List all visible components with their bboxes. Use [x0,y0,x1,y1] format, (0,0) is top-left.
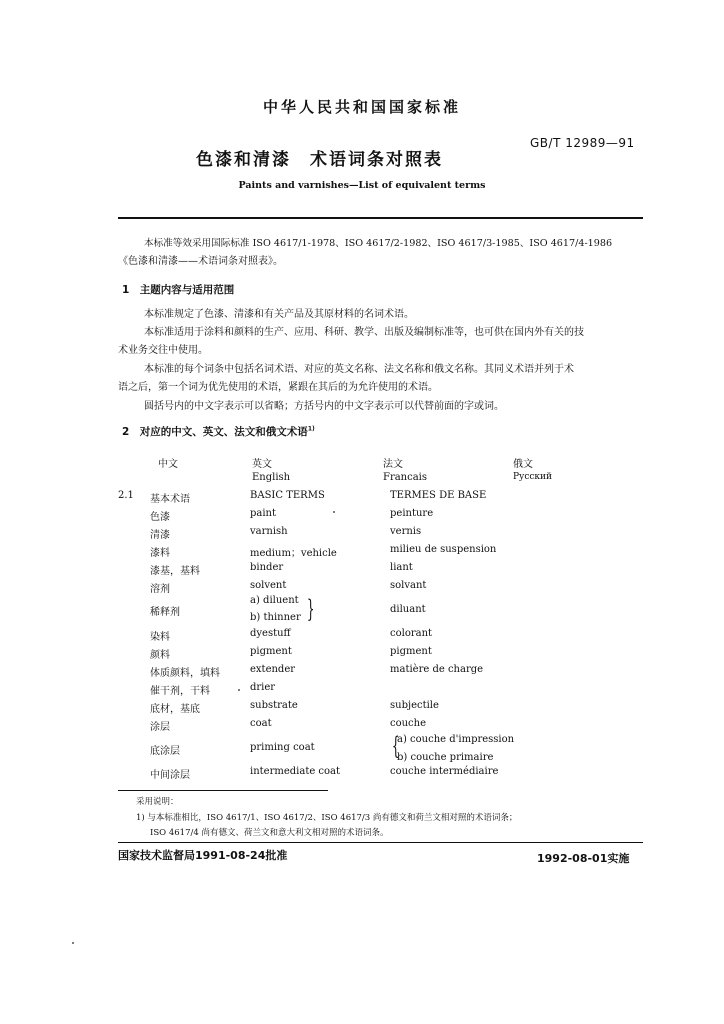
intro-line-1: 本标准等效采用国际标准 ISO 4617/1-1978、ISO 4617/2-1982、ISO 4617/3-1985、ISO 4617/4-1986 [144,238,613,249]
column-header-russian: Русский [513,472,553,482]
column-header-french: Francais [383,472,428,483]
scan-speck [333,511,335,513]
term-fr: subjectile [390,700,439,711]
document-title-zh: 色漆和清漆 术语词条对照表 [196,150,443,170]
term-zh: 底材，基底 [150,704,200,715]
term-zh: 色漆 [150,512,170,523]
term-zh: 涂层 [150,722,170,733]
footnote-marker: 1) [307,425,315,433]
term-fr: colorant [390,628,433,639]
intro-line-2: 《色漆和清漆——术语词条对照表》。 [118,256,283,267]
document-title-en: Paints and varnishes—List of equivalent terms [238,180,486,191]
section-1-heading: 1 主题内容与适用范围 [122,284,235,296]
term-en: extender [250,664,296,675]
term-fr: couche [390,718,427,729]
term-zh: 催干剂，干料 [150,686,210,697]
term-fr: vernis [390,526,422,537]
term-zh: 漆料 [150,548,170,559]
term-fr: diluant [390,604,426,615]
term-en-option-b: b) thinner [250,612,301,623]
term-en: dyestuff [250,628,291,639]
grouping-brace: { [391,732,400,760]
column-header-english: English [252,472,291,483]
term-en: pigment [250,646,292,657]
section-1-paragraph-3a: 本标准的每个词条中包括名词术语、对应的英文名称、法文名称和俄文名称。其同义术语并列于术 [144,364,574,375]
subsection-title-fr: TERMES DE BASE [390,490,487,501]
term-en: solvent [250,580,287,591]
term-zh: 体质颜料，填料 [150,668,220,679]
term-zh: 染料 [150,632,170,643]
section-1-paragraph-2b: 术业务交往中使用。 [118,345,208,356]
term-zh: 稀释剂 [150,607,180,618]
standard-code: GB/T 12989—91 [530,136,635,150]
term-en-option-a: a) diluent [250,595,299,606]
term-en: drier [250,682,276,693]
section-1-paragraph-2a: 本标准适用于涂料和颜料的生产、应用、科研、教学、出版及编制标准等，也可供在国内外有关的技 [144,327,584,338]
column-header-russian-zh: 俄文 [513,459,533,470]
column-header-chinese: 中文 [158,459,178,470]
term-zh: 溶剂 [150,584,170,595]
approval-date: 国家技术监督局1991-08-24批准 [118,849,288,862]
term-en: coat [250,718,272,729]
term-fr-option-b: b) couche primaire [397,752,494,763]
column-header-english-zh: 英文 [252,459,272,470]
term-fr: solvant [390,580,427,591]
section-2-heading [122,424,315,439]
term-en: binder [250,562,284,573]
effective-date: 1992-08-01实施 [537,852,630,865]
scan-speck [72,942,74,944]
standard-title: 中华人民共和国国家标准 [262,98,461,116]
column-header-french-zh: 法文 [383,459,403,470]
term-zh: 中间涂层 [150,770,190,781]
term-fr: milieu de suspension [390,544,497,555]
term-zh: 清漆 [150,530,170,541]
term-zh: 底涂层 [150,746,180,757]
footnote-label: 采用说明： [136,797,179,807]
term-en: paint [250,508,277,519]
subsection-title-zh: 基本术语 [150,494,190,505]
term-fr-option-a: a) couche d'impression [397,734,515,745]
subsection-title-en: BASIC TERMS [250,490,325,501]
subsection-number: 2.1 [118,490,134,501]
term-en: varnish [250,526,288,537]
footnote-line-2: ISO 4617/4 尚有德文、荷兰文和意大利文相对照的术语词条。 [150,828,389,838]
footnote-line-1: 1) 与本标准相比，ISO 4617/1、ISO 4617/2、ISO 4617/3 尚有德文和荷兰文相对照的术语词条； [136,813,518,823]
header-rule [118,217,643,219]
term-fr: couche intermédiaire [390,766,499,777]
term-fr: liant [390,562,413,573]
section-1-paragraph-1: 本标准规定了色漆、清漆和有关产品及其原材料的名词术语。 [144,309,414,320]
term-fr: pigment [390,646,432,657]
footer-rule [118,842,643,843]
section-1-paragraph-4: 圆括号内的中文字表示可以省略；方括号内的中文字表示可以代替前面的字或词。 [144,401,504,412]
section-2-heading-text: 2 对应的中文、英文、法文和俄文术语 [122,426,308,438]
footnote-rule [118,790,328,791]
term-zh: 颜料 [150,650,170,661]
term-fr: matière de charge [390,664,484,675]
term-en: substrate [250,700,298,711]
term-en: priming coat [250,742,315,753]
term-zh: 漆基，基料 [150,566,200,577]
scan-speck [238,689,240,691]
term-en: medium；vehicle [250,548,337,559]
term-en: intermediate coat [250,766,341,777]
term-fr: peinture [390,508,434,519]
section-1-paragraph-3b: 语之后，第一个词为优先使用的术语，紧跟在其后的为允许使用的术语。 [118,382,438,393]
grouping-brace: } [306,595,315,623]
